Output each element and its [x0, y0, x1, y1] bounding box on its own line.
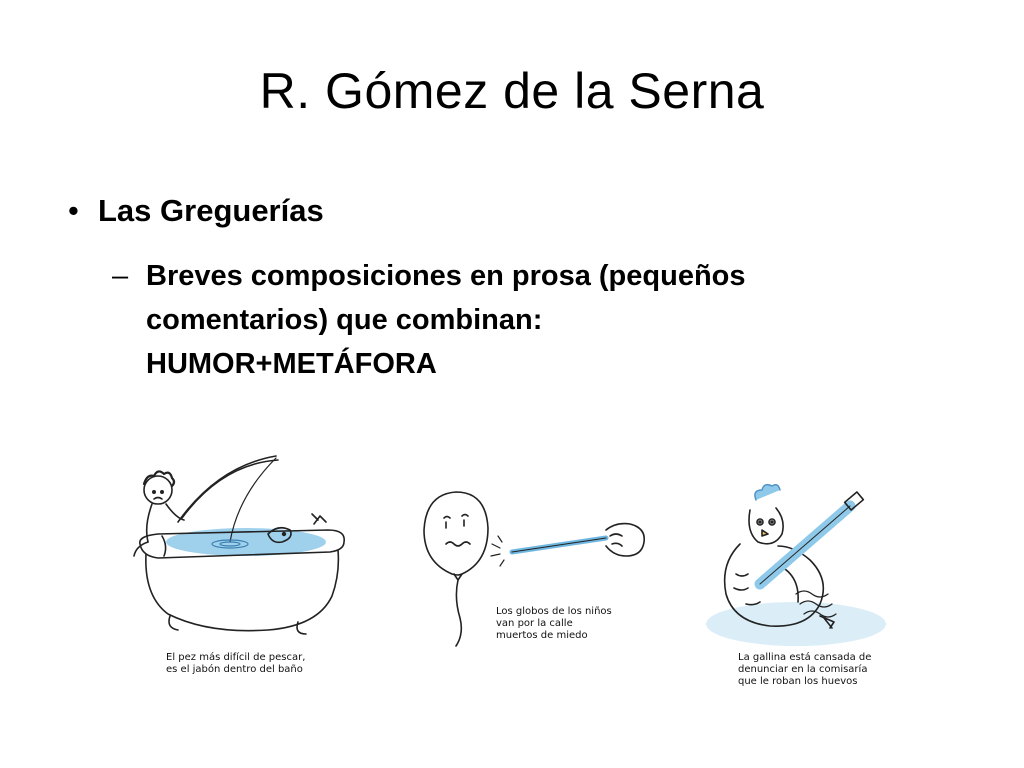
caption-line: La gallina está cansada de [738, 652, 872, 663]
caption-line: muertos de miedo [496, 630, 588, 641]
bathtub-fishing-drawing [118, 446, 358, 646]
caption-line: que le roban los huevos [738, 676, 858, 687]
hen-telephone-drawing [700, 484, 900, 654]
caption-line: van por la calle [496, 618, 573, 629]
slide-title: R. Gómez de la Serna [259, 63, 765, 119]
illustration-caption [166, 652, 305, 676]
caption-line: Los globos de los niños [496, 606, 612, 617]
illustration-caption [738, 652, 871, 688]
caption-line: es el jabón dentro del baño [166, 664, 303, 675]
bullet-item [68, 193, 324, 229]
bullet-mark: • [68, 193, 79, 228]
caption-line: El pez más difícil de pescar, [166, 652, 306, 663]
bullet-text: Las Greguerías [98, 193, 324, 228]
sub-bullet-line: HUMOR+METÁFORA [146, 348, 437, 380]
sub-bullet-text [146, 254, 872, 386]
caption-line: denunciar en la comisaría [738, 664, 868, 675]
illustration-caption [496, 606, 612, 642]
sub-bullet-mark: – [112, 260, 129, 292]
sub-bullet-line: comentarios) que combinan: [146, 304, 543, 336]
sub-bullet-line: Breves composiciones en prosa (pequeños [146, 260, 746, 292]
sub-bullet-item [112, 254, 872, 386]
